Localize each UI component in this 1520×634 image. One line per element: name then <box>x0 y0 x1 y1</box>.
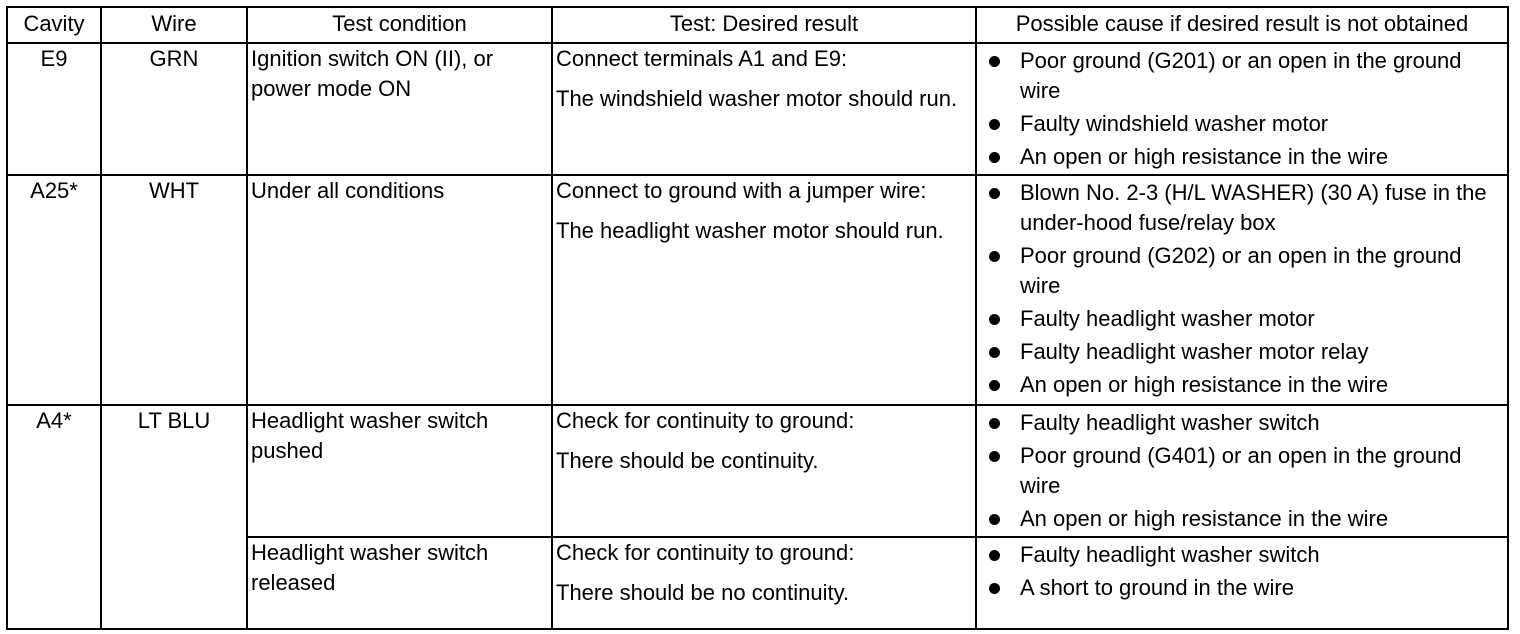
result-action: Connect terminals A1 and E9: <box>556 46 848 71</box>
list-item: Faulty headlight washer switch <box>980 540 1504 570</box>
list-item: Faulty headlight washer motor <box>980 304 1504 334</box>
bullet-icon <box>989 314 1000 325</box>
bullet-icon <box>989 583 1000 594</box>
result-cell <box>552 537 976 629</box>
header-possible-cause: Possible cause if desired result is not obtained <box>976 7 1508 43</box>
condition-cell: Headlight washer switch pushed <box>247 405 552 537</box>
bullet-icon <box>989 56 1000 67</box>
bullet-icon <box>989 451 1000 462</box>
bullet-icon <box>989 152 1000 163</box>
cause-cell <box>976 405 1508 537</box>
list-item: Faulty windshield washer motor <box>980 109 1504 139</box>
condition-cell: Under all conditions <box>247 175 552 405</box>
header-desired-result: Test: Desired result <box>552 7 976 43</box>
bullet-icon <box>989 251 1000 262</box>
bullet-icon <box>989 119 1000 130</box>
result-expect: There should be no continuity. <box>556 580 850 605</box>
header-test-condition: Test condition <box>247 7 552 43</box>
condition-cell: Ignition switch ON (II), or power mode ON <box>247 43 552 175</box>
condition-cell: Headlight washer switch released <box>247 537 552 629</box>
cavity-cell: A4* <box>7 405 101 629</box>
list-item: An open or high resistance in the wire <box>980 370 1504 400</box>
list-item: A short to ground in the wire <box>980 573 1504 603</box>
header-cavity: Cavity <box>7 7 101 43</box>
list-item: Poor ground (G202) or an open in the ground wire <box>980 241 1504 301</box>
result-action: Check for continuity to ground: <box>556 408 855 433</box>
list-item: Faulty headlight washer motor relay <box>980 337 1504 367</box>
result-cell <box>552 405 976 537</box>
bullet-icon <box>989 188 1000 199</box>
result-action: Check for continuity to ground: <box>556 540 855 565</box>
diagnostic-table <box>6 6 1509 630</box>
result-action: Connect to ground with a jumper wire: <box>556 178 927 203</box>
result-expect: There should be continuity. <box>556 448 819 473</box>
wire-cell: LT BLU <box>101 405 247 629</box>
wire-cell: WHT <box>101 175 247 405</box>
bullet-icon <box>989 380 1000 391</box>
table-row <box>7 405 1508 537</box>
bullet-icon <box>989 550 1000 561</box>
bullet-icon <box>989 514 1000 525</box>
cavity-cell: E9 <box>7 43 101 175</box>
list-item: Poor ground (G201) or an open in the ground wire <box>980 46 1504 106</box>
list-item: Blown No. 2-3 (H/L WASHER) (30 A) fuse in the under-hood fuse/relay box <box>980 178 1504 238</box>
header-row <box>7 7 1508 43</box>
table-row <box>7 175 1508 405</box>
list-item: Faulty headlight washer switch <box>980 408 1504 438</box>
cause-cell <box>976 175 1508 405</box>
cavity-cell: A25* <box>7 175 101 405</box>
bullet-icon <box>989 347 1000 358</box>
result-cell <box>552 175 976 405</box>
result-cell <box>552 43 976 175</box>
cause-cell <box>976 43 1508 175</box>
header-wire: Wire <box>101 7 247 43</box>
list-item: Poor ground (G401) or an open in the ground wire <box>980 441 1504 501</box>
wire-cell: GRN <box>101 43 247 175</box>
result-expect: The headlight washer motor should run. <box>556 218 944 243</box>
bullet-icon <box>989 418 1000 429</box>
list-item: An open or high resistance in the wire <box>980 142 1504 172</box>
result-expect: The windshield washer motor should run. <box>556 86 958 111</box>
cause-cell <box>976 537 1508 629</box>
table-row <box>7 43 1508 175</box>
list-item: An open or high resistance in the wire <box>980 504 1504 534</box>
